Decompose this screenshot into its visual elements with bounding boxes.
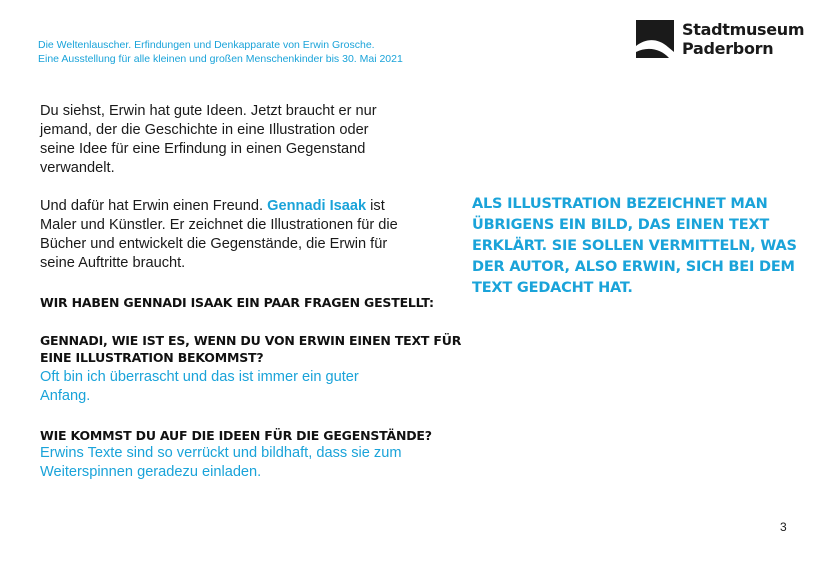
note-line: DER AUTOR, ALSO ERWIN, SICH BEI DEM bbox=[472, 259, 795, 275]
answer-line: Weiterspinnen geradezu einladen. bbox=[40, 464, 262, 480]
note-line: TEXT GEDACHT HAT. bbox=[472, 280, 633, 296]
question-line: GENNADI, WIE IST ES, WENN DU VON ERWIN EINEN TEXT FÜR bbox=[40, 333, 462, 348]
paragraph-text: ist bbox=[366, 198, 385, 214]
interview-question-2 bbox=[40, 427, 432, 444]
stadtmuseum-logo-icon bbox=[636, 20, 674, 58]
page-number: 3 bbox=[780, 520, 787, 534]
paragraph-line: Du siehst, Erwin hat gute Ideen. Jetzt braucht er nur bbox=[40, 103, 377, 119]
header-exhibition-subtitle: Eine Ausstellung für alle kleinen und großen Menschenkinder bis 30. Mai 2021 bbox=[38, 53, 403, 65]
answer-line: Erwins Texte sind so verrückt und bildhaft, dass sie zum bbox=[40, 445, 402, 461]
paragraph-text: Und dafür hat Erwin einen Freund. bbox=[40, 198, 268, 214]
note-line: ALS ILLUSTRATION BEZEICHNET MAN bbox=[472, 196, 768, 212]
paragraph-line: seine Idee für eine Erfindung in einen Gegenstand bbox=[40, 141, 366, 157]
answer-line: Oft bin ich überrascht und das ist immer ein guter bbox=[40, 369, 359, 385]
museum-logo bbox=[636, 20, 805, 64]
interview-answer-1 bbox=[40, 368, 359, 406]
interview-answer-2 bbox=[40, 444, 402, 482]
header-exhibition-title: Die Weltenlauscher. Erfindungen und Denkapparate von Erwin Grosche. bbox=[38, 39, 375, 51]
question-line: WIE KOMMST DU AUF DIE IDEEN FÜR DIE GEGENSTÄNDE? bbox=[40, 428, 432, 443]
paragraph-line: jemand, der die Geschichte in eine Illustration oder bbox=[40, 122, 369, 138]
question-line: EINE ILLUSTRATION BEKOMMST? bbox=[40, 350, 264, 365]
paragraph-line: verwandelt. bbox=[40, 160, 115, 176]
friend-paragraph bbox=[40, 197, 398, 273]
interview-question-1 bbox=[40, 332, 461, 366]
paragraph-line: Bücher und entwickelt die Gegenstände, die Erwin für bbox=[40, 236, 388, 252]
logo-line-2: Paderborn bbox=[682, 39, 774, 58]
note-line: ÜBRIGENS EIN BILD, DAS EINEN TEXT bbox=[472, 217, 770, 233]
artist-name-highlight: Gennadi Isaak bbox=[267, 198, 367, 214]
answer-line: Anfang. bbox=[40, 388, 91, 404]
illustration-definition-note bbox=[472, 194, 797, 299]
logo-wordmark bbox=[682, 20, 804, 58]
note-line: ERKLÄRT. SIE SOLLEN VERMITTELN, WAS bbox=[472, 238, 797, 254]
interview-heading: WIR HABEN GENNADI ISAAK EIN PAAR FRAGEN GESTELLT: bbox=[40, 295, 434, 310]
paragraph-line: seine Auftritte braucht. bbox=[40, 255, 186, 271]
intro-paragraph bbox=[40, 102, 377, 178]
paragraph-line bbox=[40, 197, 398, 216]
paragraph-line: Maler und Künstler. Er zeichnet die Illustrationen für die bbox=[40, 217, 398, 233]
logo-line-1: Stadtmuseum bbox=[682, 20, 805, 39]
